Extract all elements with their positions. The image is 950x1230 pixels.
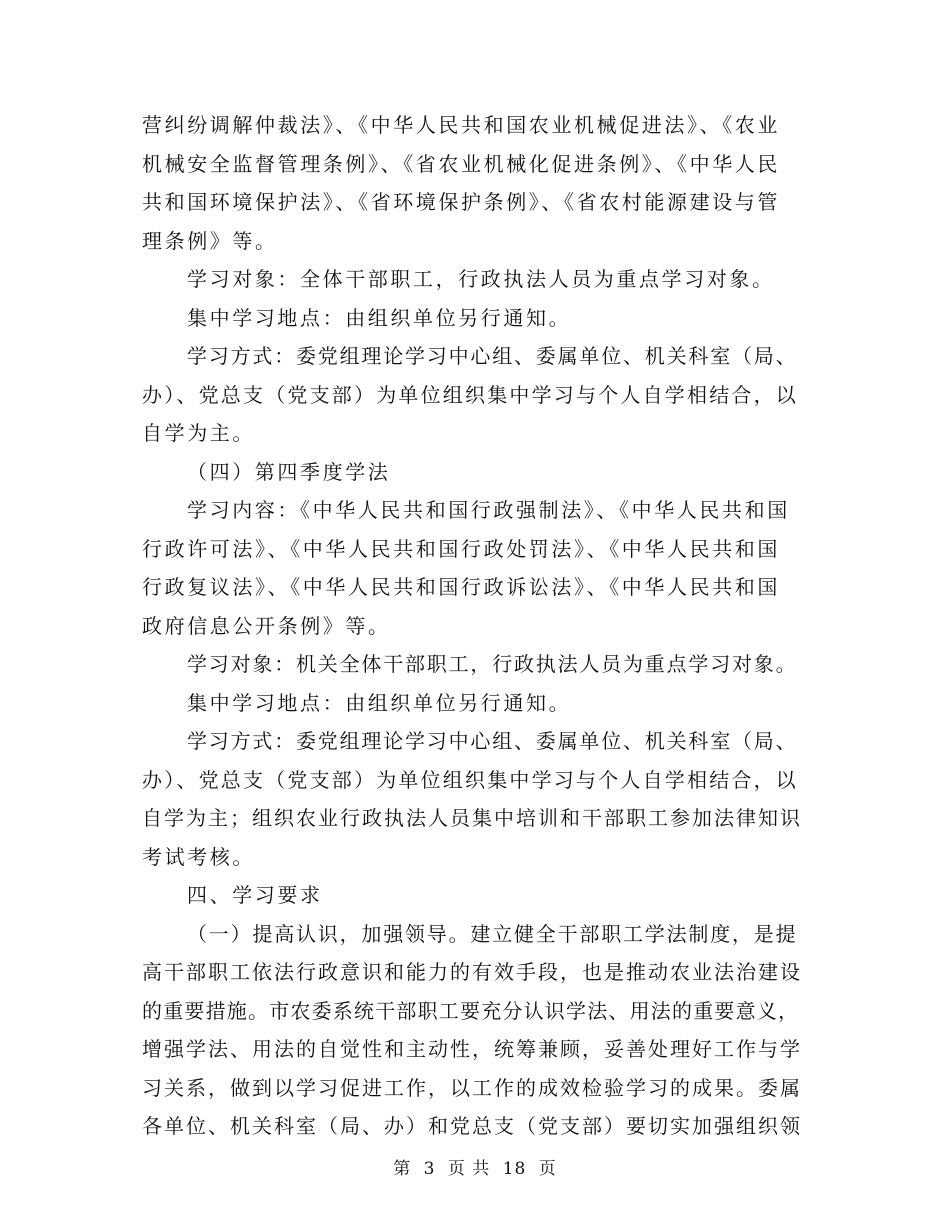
text-line: （一）提高认识，加强领导。建立健全干部职工学法制度，是提 — [187, 921, 798, 946]
text-line: 四、学习要求 — [187, 883, 323, 907]
text-line: 的重要措施。市农委系统干部职工要充分认识学法、用法的重要意义， — [142, 998, 800, 1023]
text-line: 各单位、机关科室（局、办）和党总支（党支部）要切实加强组织领 — [142, 1114, 802, 1138]
text-line: 增强学法、用法的自觉性和主动性，统筹兼顾，妥善处理好工作与学 — [142, 1037, 802, 1061]
text-line: 集中学习地点：由组织单位另行通知。 — [187, 305, 572, 330]
text-line: 政府信息公开条例》等。 — [142, 613, 391, 638]
text-line: 机械安全监督管理条例》、《省农业机械化促进条例》、《中华人民 — [142, 151, 780, 176]
footer-prefix: 第 — [393, 1159, 412, 1179]
text-line: 习关系，做到以学习促进工作，以工作的成效检验学习的成果。委属 — [142, 1075, 802, 1100]
text-line: 办）、党总支（党支部）为单位组织集中学习与个人自学相结合，以 — [142, 382, 798, 407]
text-line: 学习对象：全体干部职工，行政执法人员为重点学习对象。 — [187, 267, 775, 291]
text-line: 学习对象：机关全体干部职工，行政执法人员为重点学习对象。 — [187, 652, 798, 676]
text-line: 行政复议法》、《中华人民共和国行政诉讼法》、《中华人民共和国 — [142, 575, 780, 599]
text-line: 理条例》等。 — [142, 228, 278, 253]
text-line: 考试考核。 — [142, 844, 255, 869]
text-line: （四）第四季度学法 — [187, 459, 391, 484]
text-line: 办）、党总支（党支部）为单位组织集中学习与个人自学相结合，以 — [142, 767, 798, 792]
text-line: 共和国环境保护法》、《省环境保护条例》、《省农村能源建设与管 — [142, 190, 780, 214]
footer-current-page: 3 — [423, 1159, 436, 1179]
footer-suffix: 页 — [538, 1159, 557, 1179]
text-line: 集中学习地点：由组织单位另行通知。 — [187, 690, 572, 715]
text-line: 自学为主；组织农业行政执法人员集中培训和干部职工参加法律知识 — [142, 806, 802, 830]
footer-total-pages: 18 — [502, 1159, 527, 1179]
text-line: 营纠纷调解仲裁法》、《中华人民共和国农业机械促进法》、《农业 — [142, 113, 780, 137]
text-line: 自学为主。 — [142, 421, 255, 445]
footer-middle: 页 共 — [447, 1159, 491, 1179]
document-body — [142, 106, 802, 1146]
text-line: 学习方式：委党组理论学习中心组、委属单位、机关科室（局、 — [187, 729, 798, 753]
text-line: 高干部职工依法行政意识和能力的有效手段，也是推动农业法治建设 — [142, 960, 802, 984]
text-line: 行政许可法》、《中华人民共和国行政处罚法》、《中华人民共和国 — [142, 536, 780, 561]
text-line: 学习内容：《中华人民共和国行政强制法》、《中华人民共和国 — [187, 498, 790, 522]
page-number-footer — [0, 1154, 950, 1179]
text-line: 学习方式：委党组理论学习中心组、委属单位、机关科室（局、 — [187, 344, 798, 368]
